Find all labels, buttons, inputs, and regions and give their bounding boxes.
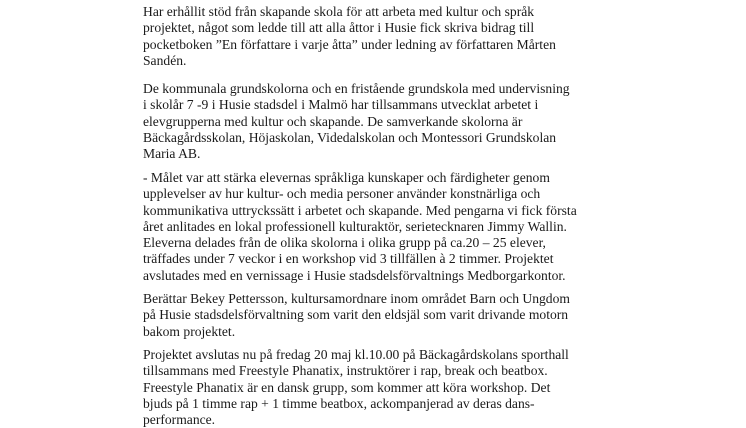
text-line: på Husie stadsdelsförvaltning som varit den eldsjäl som varit drivande motorn (143, 307, 569, 323)
text-line: pocketboken ”En författare i varje åtta” under ledning av författaren Mårten (143, 36, 556, 52)
text-line: kommunikativa uttryckssätt i arbetet och skapande. Med pengarna vi fick första (143, 202, 577, 218)
paragraph-malet (143, 170, 583, 284)
text-line: De kommunala grundskolorna och en fristående grundskola med undervisning (143, 81, 570, 96)
text-line: upplevelser av hur kultur- och media personer använder konstnärliga och (143, 186, 541, 202)
text-line: Sandén. (143, 52, 187, 68)
paragraph-berattar (143, 291, 583, 340)
text-line: i skolår 7 -9 i Husie stadsdel i Malmö har tillsammans utvecklat arbetet i (143, 97, 539, 113)
text-line: - Målet var att stärka elevernas språkliga kunskaper och färdigheter genom (143, 170, 550, 185)
text-line: bjuds på 1 timme rap + 1 timme beatbox, ackompanjerad av deras dans- (143, 395, 535, 411)
text-line: bakom projektet. (143, 323, 236, 339)
text-line: tillsammans med Freestyle Phanatix, instruktörer i rap, break och beatbox. (143, 363, 548, 379)
text-line: performance. (143, 412, 216, 428)
text-line: året anlitades en lokal professionell kulturaktör, serietecknaren Jimmy Wallin. (143, 218, 567, 234)
text-line: Har erhållit stöd från skapande skola för att arbeta med kultur och språk (143, 4, 535, 19)
text-line: elevgrupperna med kultur och skapande. De samverkande skolorna är (143, 113, 523, 129)
text-line: avslutades med en vernissage i Husie stadsdelsförvaltnings Medborgarkontor. (143, 267, 566, 283)
paragraph-avslutas (143, 347, 583, 428)
text-line: Projektet avslutas nu på fredag 20 maj kl.10.00 på Bäckagårdskolans sporthall (143, 347, 569, 362)
text-line: Maria AB. (143, 146, 201, 162)
text-line: Eleverna delades från de olika skolorna i olika grupp på ca.20 – 25 elever, (143, 235, 546, 251)
paragraph-grundskolorna (143, 81, 583, 162)
text-line: projektet, något som ledde till att alla åttor i Husie fick skriva bidrag till (143, 20, 535, 36)
text-line: Bäckagårdsskolan, Höjaskolan, Videdalskolan och Montessori Grundskolan (143, 129, 557, 145)
text-line: Freestyle Phanatix är en dansk grupp, som kommer att köra workshop. Det (143, 379, 551, 395)
text-line: träffades under 7 veckor i en workshop vid 3 tillfällen à 2 timmer. Projektet (143, 251, 554, 267)
paragraph-skapande-skola (143, 4, 583, 69)
text-line: Berättar Bekey Pettersson, kultursamordnare inom området Barn och Ungdom (143, 291, 570, 306)
